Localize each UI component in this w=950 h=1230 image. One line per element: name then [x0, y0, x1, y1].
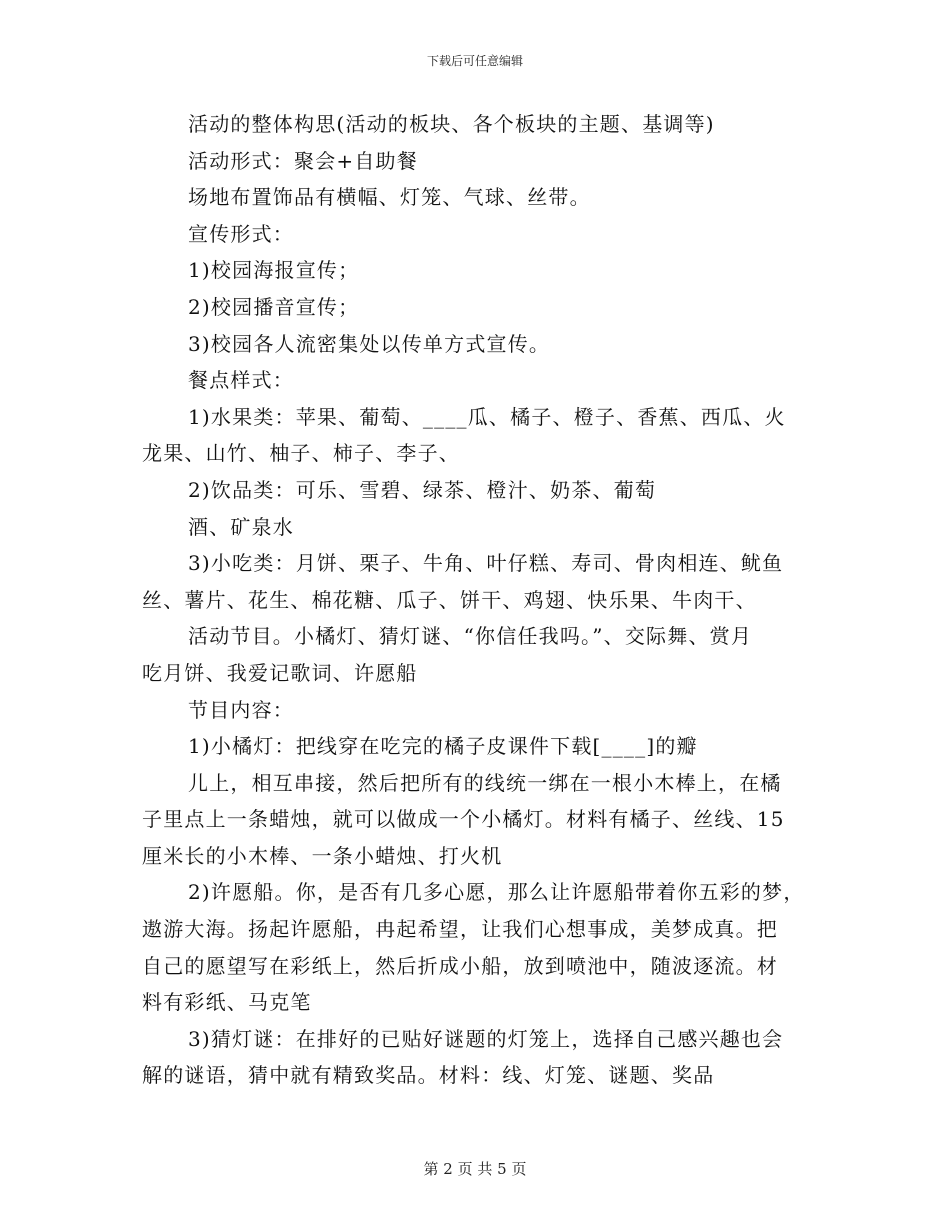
text-line: 遨游大海。扬起许愿船，冉起希望，让我们心想事成，美梦成真。把 — [142, 917, 778, 942]
text-line: 1)小橘灯：把线穿在吃完的橘子皮课件下载[____]的瓣 — [188, 734, 698, 759]
text-line: 厘米长的小木棒、一条小蜡烛、打火机 — [142, 843, 503, 868]
text-line: 餐点样式： — [188, 368, 294, 393]
text-line: 儿上，相互串接，然后把所有的线统一绑在一根小木棒上，在橘 — [188, 770, 782, 795]
text-line: 宣传形式： — [188, 221, 294, 246]
text-line: 场地布置饰品有横幅、灯笼、气球、丝带。 — [188, 185, 591, 210]
page-footer: 第 2 页 共 5 页 — [423, 1160, 527, 1178]
page-header: 下载后可任意编辑 — [426, 54, 523, 68]
text-line: 丝、薯片、花生、棉花糖、瓜子、饼干、鸡翅、快乐果、牛肉干、 — [142, 587, 757, 612]
text-line: 3)小吃类：月饼、栗子、牛角、叶仔糕、寿司、骨肉相连、鱿鱼 — [188, 551, 784, 576]
text-line: 活动形式：聚会+自助餐 — [188, 148, 418, 173]
text-line: 龙果、山竹、柚子、柿子、李子、 — [142, 441, 460, 466]
document-body — [142, 106, 810, 1094]
text-line: 1)校园海报宣传； — [188, 258, 360, 283]
text-line: 活动的整体构思(活动的板块、各个板块的主题、基调等) — [188, 112, 715, 136]
text-line: 3)猜灯谜：在排好的已贴好谜题的灯笼上，选择自己感兴趣也会 — [188, 1026, 784, 1051]
text-line: 吃月饼、我爱记歌词、许愿船 — [142, 660, 418, 685]
text-line: 2)校园播音宣传； — [188, 294, 360, 319]
text-line: 活动节目。小橘灯、猜灯谜、“你信任我吗。”、交际舞、赏月 — [188, 624, 753, 649]
text-line: 2)许愿船。你，是否有几多心愿，那么让许愿船带着你五彩的梦， — [188, 880, 805, 905]
text-line: 节目内容： — [188, 697, 294, 722]
text-line: 子里点上一条蜡烛，就可以做成一个小橘灯。材料有橘子、丝线、15 — [142, 807, 785, 832]
text-line: 3)校园各人流密集处以传单方式宣传。 — [188, 331, 551, 356]
text-line: 解的谜语，猜中就有精致奖品。材料：线、灯笼、谜题、奖品 — [142, 1063, 715, 1088]
text-line: 酒、矿泉水 — [188, 514, 294, 539]
text-line: 2)饮品类：可乐、雪碧、绿茶、橙汁、奶茶、葡萄 — [188, 477, 657, 502]
text-line: 1)水果类：苹果、葡萄、____瓜、橘子、橙子、香蕉、西瓜、火 — [188, 404, 786, 429]
text-line: 料有彩纸、马克笔 — [142, 990, 312, 1015]
text-line: 自己的愿望写在彩纸上，然后折成小船，放到喷池中，随波逐流。材 — [142, 953, 778, 978]
